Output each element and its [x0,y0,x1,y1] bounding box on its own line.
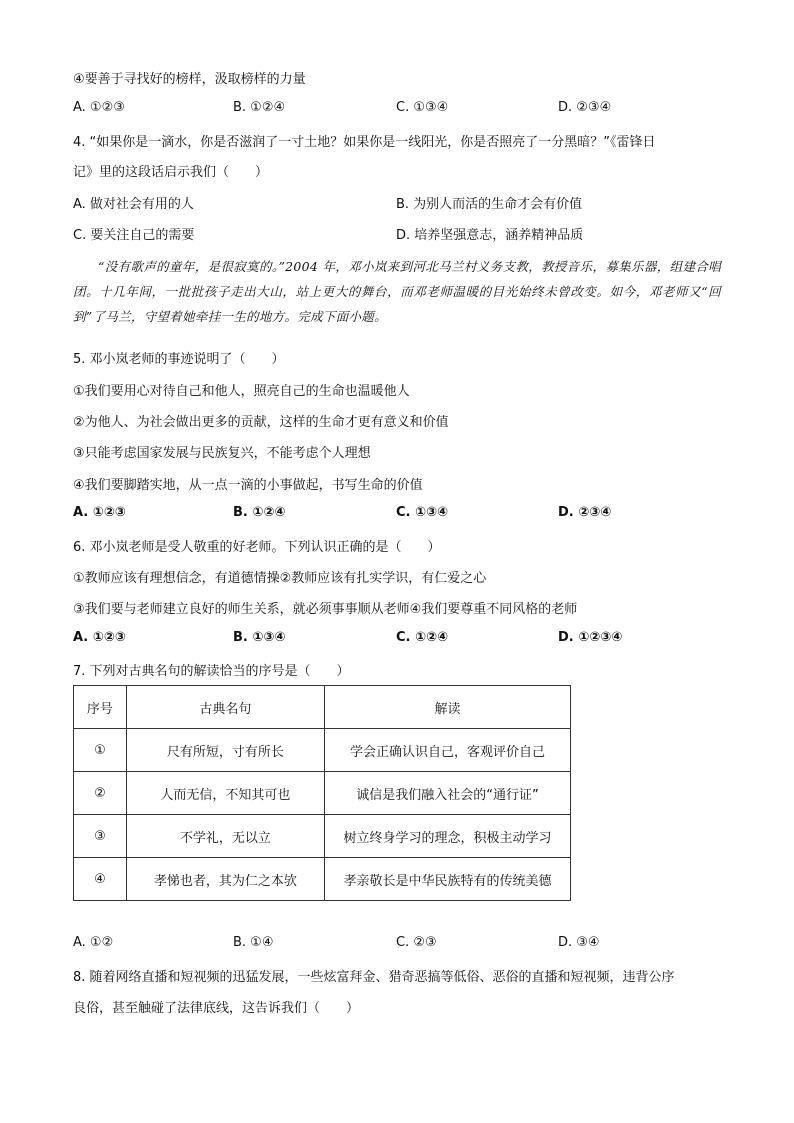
q6-stem: 6. 邓小岚老师是受人敬重的好老师。下列认识正确的是（ ） [73,540,441,555]
row-number: ① [74,729,127,772]
q7-option-d[interactable]: D. ③④ [558,935,600,950]
q3-option-b[interactable]: B. ①②④ [233,100,286,115]
q5-option-d[interactable]: D. ②③④ [558,505,612,520]
row-quote: 不学礼，无以立 [126,815,324,858]
row-interpretation: 孝亲敬长是中华民族特有的传统美德 [325,858,571,901]
q4-stem-line1: 4. “如果你是一滴水，你是否滋润了一寸土地？如果你是一线阳光，你是否照亮了一分黑暗？”《雷锋日 [73,135,656,150]
q5-statement-3: ③只能考虑国家发展与民族复兴，不能考虑个人理想 [73,446,371,461]
q7-option-b[interactable]: B. ①④ [233,935,274,950]
q6-option-d[interactable]: D. ①②③④ [558,630,623,645]
q3-option-c[interactable]: C. ①③④ [396,100,449,115]
quotes-table [73,685,571,901]
q3-option-a[interactable]: A. ①②③ [73,100,125,115]
row-interpretation: 树立终身学习的理念，积极主动学习 [325,815,571,858]
q4-options-row2 [73,224,723,242]
q8-stem-line1: 8. 随着网络直播和短视频的迅猛发展，一些炫富拜金、猎奇恶搞等低俗、恶俗的直播和短视频，违背公序 [73,970,675,985]
q4-option-c[interactable]: C. 要关注自己的需要 [73,228,195,243]
q7-option-a[interactable]: A. ①② [73,935,114,950]
q6-option-b[interactable]: B. ①③④ [233,630,286,645]
q3-option-d[interactable]: D. ②③④ [558,100,612,115]
q5-option-c[interactable]: C. ①③④ [396,505,449,520]
q7-stem: 7. 下列对古典名句的解读恰当的序号是（ ） [73,664,350,679]
q7-option-c[interactable]: C. ②③ [396,935,437,950]
row-quote: 孝悌也者，其为仁之本欤 [126,858,324,901]
q5-option-b[interactable]: B. ①②④ [233,505,286,520]
q6-option-c[interactable]: C. ①②④ [396,630,449,645]
q5-statement-2: ②为他人、为社会做出更多的贡献，这样的生命才更有意义和价值 [73,415,449,430]
header-interpretation: 解读 [325,686,571,729]
row-number: ④ [74,858,127,901]
q5-stem: 5. 邓小岚老师的事迹说明了（ ） [73,352,285,367]
reading-passage: “没有歌声的童年，是很寂寞的。”2004 年，邓小岚来到河北马兰村义务支教，教授音乐，募集乐器，组建合唱团。十几年间，一批批孩子走出大山，站上更大的舞台，而邓老师温暖的目光始终未曾改变。如今，邓老师又“回到”了马兰，守望着她牵挂一生的地方。完成下面小题。 [73,259,721,324]
q6-statements-1-2: ①教师应该有理想信念，有道德情操②教师应该有扎实学识，有仁爱之心 [73,571,487,586]
row-quote: 尺有所短，寸有所长 [126,729,324,772]
q4-option-d[interactable]: D. 培养坚强意志，涵养精神品质 [396,228,584,243]
q6-options [73,630,723,648]
q4-option-a[interactable]: A. 做对社会有用的人 [73,197,194,212]
header-number: 序号 [74,686,127,729]
q5-options [73,505,723,523]
q7-options [73,935,723,953]
table-row [74,729,571,772]
q4-option-b[interactable]: B. 为别人而活的生命才会有价值 [396,197,583,212]
row-interpretation: 诚信是我们融入社会的“通行证” [325,772,571,815]
row-interpretation: 学会正确认识自己，客观评价自己 [325,729,571,772]
q6-option-a[interactable]: A. ①②③ [73,630,126,645]
table-row [74,815,571,858]
row-number: ③ [74,815,127,858]
q6-statements-3-4: ③我们要与老师建立良好的师生关系，就必须事事顺从老师④我们要尊重不同风格的老师 [73,602,578,617]
q4-options-row1 [73,193,723,211]
q3-options [73,100,723,118]
table-row [74,858,571,901]
row-number: ② [74,772,127,815]
q5-statement-1: ①我们要用心对待自己和他人，照亮自己的生命也温暖他人 [73,384,410,399]
q5-option-a[interactable]: A. ①②③ [73,505,126,520]
table-row [74,772,571,815]
q5-statement-4: ④我们要脚踏实地，从一点一滴的小事做起，书写生命的价值 [73,478,423,493]
row-quote: 人而无信，不知其可也 [126,772,324,815]
q4-stem-line2: 记》里的这段话启示我们（ ） [73,165,269,180]
option-statement-4: ④要善于寻找好的榜样，汲取榜样的力量 [73,72,306,87]
header-quote: 古典名句 [126,686,324,729]
table-header-row [74,686,571,729]
q8-stem-line2: 良俗，甚至触碰了法律底线，这告诉我们（ ） [73,1001,360,1016]
